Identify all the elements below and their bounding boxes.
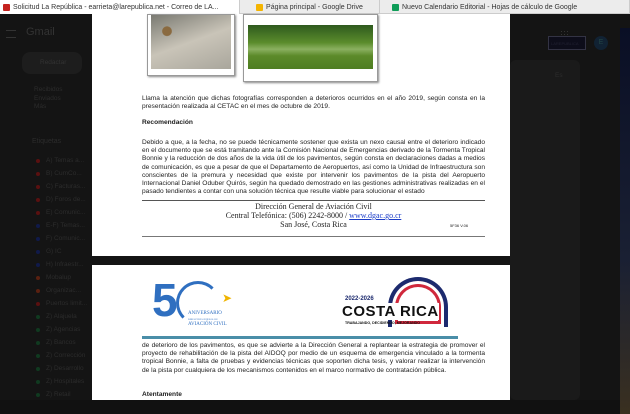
paragraph-photos-note: Llama la atención que dichas fotografías corresponden a deterioros ocurridos en el año 2019, según consta en la presentación realizada al CETAC en el mes de octubre de 2019. (142, 95, 485, 111)
label-color-icon (36, 211, 40, 215)
label-color-icon (36, 367, 40, 371)
label-color-icon (36, 289, 40, 293)
label-color-icon (36, 393, 40, 397)
account-logo[interactable]: LAREPUBLICA (548, 36, 586, 50)
label-item[interactable]: G) IC (36, 245, 87, 258)
photo-cracked-pavement (147, 14, 235, 76)
form-code: 5F36 V.06 (450, 223, 469, 228)
wallpaper (620, 28, 630, 414)
nav-sent[interactable]: Enviados (34, 94, 61, 102)
avatar[interactable]: E (594, 36, 608, 50)
label-color-icon (36, 263, 40, 267)
labels-heading: Etiquetas (32, 138, 62, 145)
label-item[interactable]: A) Temas a... (36, 154, 87, 167)
label-color-icon (36, 328, 40, 332)
label-item[interactable]: C) Facturas... (36, 180, 87, 193)
label-color-icon (36, 302, 40, 306)
label-color-icon (36, 341, 40, 345)
label-color-icon (36, 276, 40, 280)
tab-google-drive[interactable]: Página principal - Google Drive (240, 0, 380, 14)
label-item[interactable]: E-F) Temas... (36, 219, 87, 232)
photo-flooded-grass (243, 14, 378, 82)
email-panel (510, 60, 580, 400)
divider (142, 236, 485, 237)
label-item[interactable]: Z) Retail (36, 388, 87, 401)
gmail-logo: Gmail (26, 26, 55, 38)
label-item[interactable]: H) Infraestr... (36, 258, 87, 271)
menu-icon[interactable] (6, 30, 16, 38)
label-color-icon (36, 380, 40, 384)
footer-phone: Central Telefónica: (506) 2242-8000 / www.dgac.go.cr (225, 211, 402, 220)
browser-tab-bar (0, 0, 630, 14)
label-item[interactable]: F) Comunic... (36, 232, 87, 245)
compose-button[interactable]: Redactar (22, 52, 82, 74)
label-color-icon (36, 354, 40, 358)
nav-inbox[interactable]: Recibidos (34, 86, 63, 93)
label-item[interactable]: Z) Bancos (36, 336, 87, 349)
label-item[interactable]: B) CumCo... (36, 167, 87, 180)
label-color-icon (36, 172, 40, 176)
label-item[interactable]: Z) Desarrollo (36, 362, 87, 375)
label-color-icon (36, 198, 40, 202)
paragraph-recommendation: Debido a que, a la fecha, no se puede técnicamente sostener que exista un nexo causal entre el deterioro indicado en el documento que se está tramitando ante la Comisión Nacional de Emergencias derivado de la Tormenta Tropical Bonnie y la reducción de dos años de la vida útil de los pavimentos, según consta en declaraciones dadas a medios de comunicación, es que a pesar de que el Departamento de Aeropuertos, así como la Unidad de Infraestructura son conscientes de la premura y necesidad que existe por intervenir los pavimentos de la pista del Aeropuerto Internacional Daniel Oduber Quirós, según ha quedado demostrado en las gestiones administrativas realizadas en el pasado tendientes a contar con una solución técnica que resulte viable para solucionar el estado (142, 139, 485, 196)
header-divider (142, 336, 458, 339)
language-selector[interactable]: Es (555, 72, 563, 79)
label-item[interactable]: Puertos limit... (36, 297, 87, 310)
labels-list (36, 154, 87, 401)
label-color-icon (36, 159, 40, 163)
mail-nav (34, 86, 63, 112)
label-color-icon (36, 315, 40, 319)
document-page-2 (92, 265, 510, 400)
tab-google-sheets[interactable]: Nuevo Calendario Editorial - Hojas de cálculo de Google (380, 0, 630, 14)
label-item[interactable]: Z) Corrección (36, 349, 87, 362)
paragraph-recommendation-cont: de deterioro de los pavimentos, es que se advierte a la Dirección General a replantear la estrategia de promover el proyecto de rehabilitación de la pista del AIDOQ por medio de un esquema de emergencia vinculado a la tormenta tropical Bonnie, a falta de pruebas y evidencias técnicas que soporten dicha tesis, y valorar realizar la intervención de la pista por cualquiera de los mecanismos contenidos en el marco normativo de contratación pública. (142, 342, 485, 374)
nav-more[interactable]: Más (34, 103, 47, 111)
label-item[interactable]: Organizac... (36, 284, 87, 297)
label-item[interactable]: Z) Agencias (36, 323, 87, 336)
label-item[interactable]: D) Foros de... (36, 193, 87, 206)
footer-org: Dirección General de Aviación Civil (255, 202, 372, 211)
dgac-link[interactable]: www.dgac.go.cr (349, 211, 402, 220)
label-item[interactable]: Z) Alajuela (36, 310, 87, 323)
label-color-icon (36, 250, 40, 254)
document-page-1 (92, 14, 510, 256)
logo-costa-rica: 2022-2026 COSTA RICA TRABAJANDO, DECIDIENDO, MEJORANDO (342, 277, 452, 333)
gmail-icon (3, 4, 10, 11)
logo-50-aniversario: 5 ➤ ANIVERSARIO DIRECCIÓN GENERAL DE AVIACIÓN CIVIL (152, 274, 233, 327)
label-color-icon (36, 237, 40, 241)
section-heading: Recomendación (142, 119, 193, 126)
sheets-icon (392, 4, 399, 11)
footer-city: San José, Costa Rica (280, 220, 347, 229)
label-item[interactable]: E) Comunic... (36, 206, 87, 219)
divider (142, 200, 485, 201)
closing: Atentamente (142, 391, 182, 398)
label-item[interactable]: Z) Hospitales (36, 375, 87, 388)
label-color-icon (36, 224, 40, 228)
label-color-icon (36, 185, 40, 189)
tab-gmail[interactable]: Solicitud La República - earrieta@larepublica.net - Correo de LA... (0, 0, 240, 14)
drive-icon (256, 4, 263, 11)
label-item[interactable]: Mobalup (36, 271, 87, 284)
